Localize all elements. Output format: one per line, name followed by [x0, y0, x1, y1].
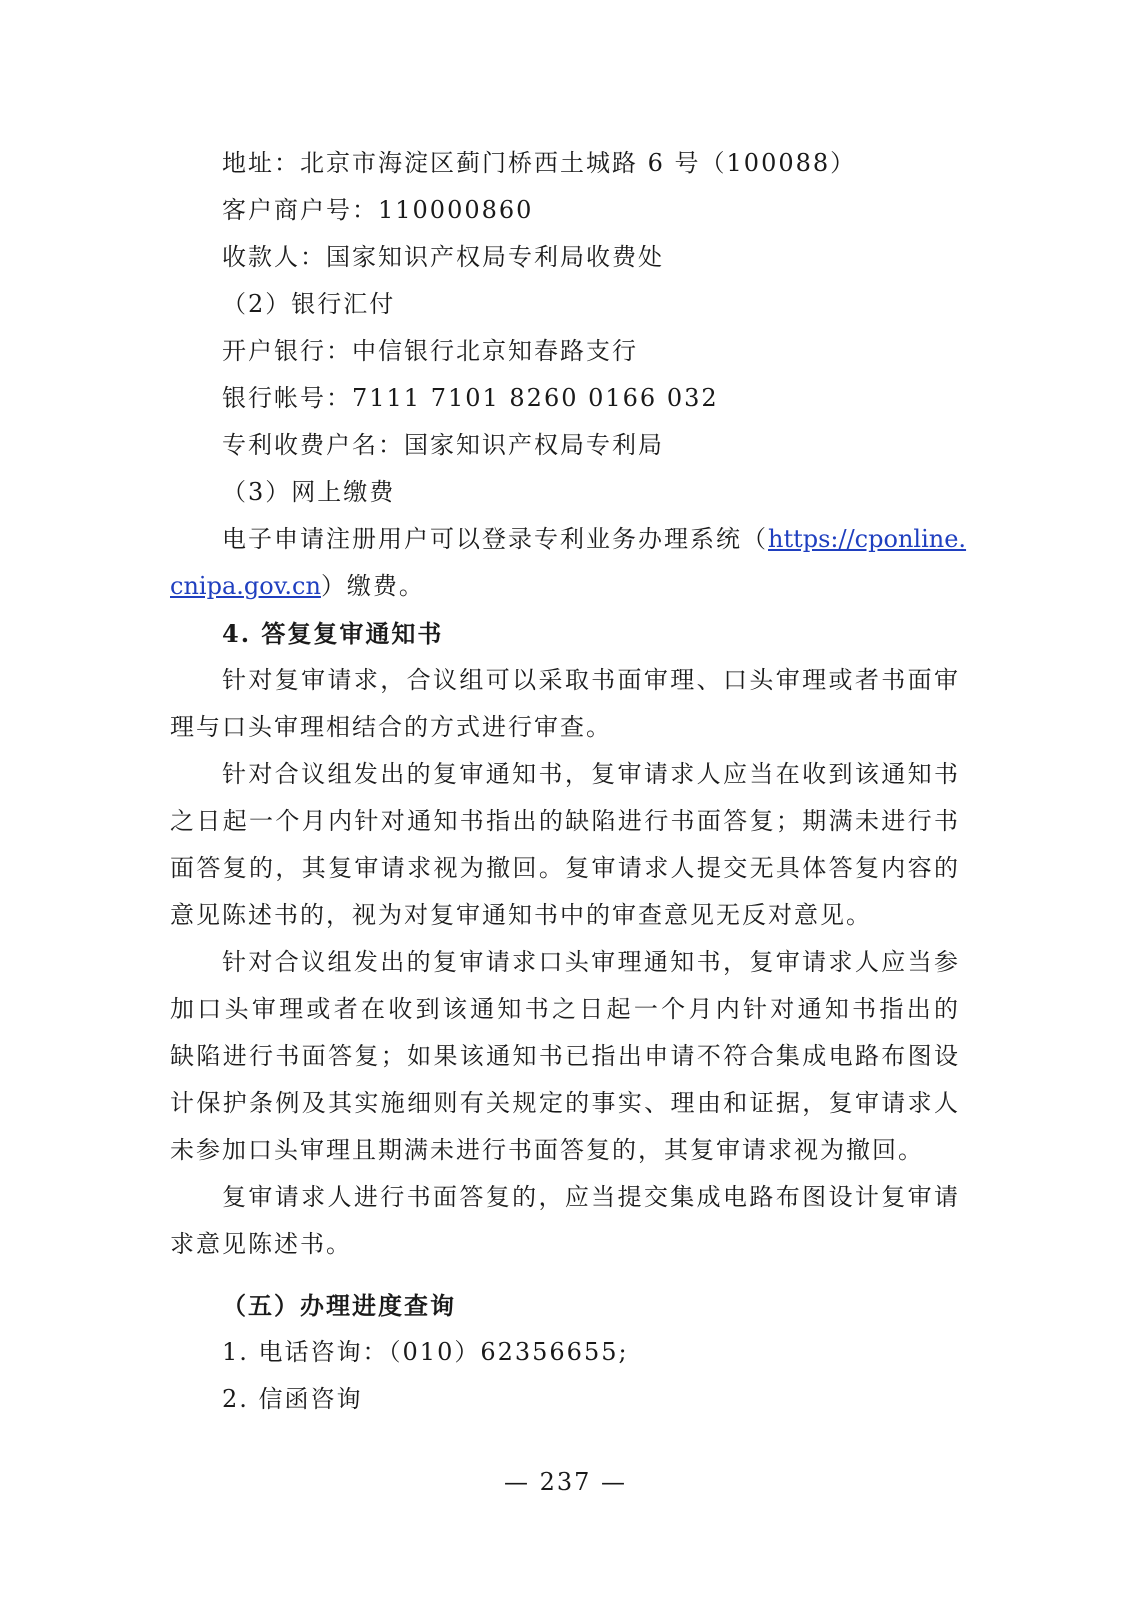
online-payment-prefix: 电子申请注册用户可以登录专利业务办理系统（ [222, 525, 768, 553]
phone-inquiry-line: 1. 电话咨询：（010）62356655; [222, 1338, 629, 1366]
paragraph3-line5: 未参加口头审理且期满未进行书面答复的，其复审请求视为撤回。 [170, 1136, 924, 1164]
online-payment-suffix: ）缴费。 [320, 572, 425, 600]
payee-line: 收款人：国家知识产权局专利局收费处 [222, 243, 664, 271]
paragraph3-line4: 计保护条例及其实施细则有关规定的事实、理由和证据，复审请求人 [170, 1089, 960, 1117]
paragraph3-line3: 缺陷进行书面答复；如果该通知书已指出申请不符合集成电路布图设 [170, 1042, 960, 1070]
letter-inquiry-line: 2. 信函咨询 [222, 1385, 363, 1413]
paragraph3-line1: 针对合议组发出的复审请求口头审理通知书，复审请求人应当参 [222, 948, 960, 976]
page-content [170, 140, 967, 1423]
cponline-link-part2[interactable]: cnipa.gov.cn [170, 572, 321, 600]
paragraph2-line2: 之日起一个月内针对通知书指出的缺陷进行书面答复；期满未进行书 [170, 807, 960, 835]
online-payment-text-line1 [170, 516, 967, 563]
section-heading-progress-inquiry: （五）办理进度查询 [222, 1291, 456, 1320]
paragraph4-line1: 复审请求人进行书面答复的，应当提交集成电路布图设计复审请 [222, 1183, 960, 1211]
opening-bank-line: 开户银行：中信银行北京知春路支行 [222, 337, 638, 365]
account-name-line: 专利收费户名：国家知识产权局专利局 [222, 431, 664, 459]
paragraph1-line2: 理与口头审理相结合的方式进行审查。 [170, 713, 612, 741]
cponline-link-part1[interactable]: https://cponline. [768, 525, 967, 553]
customer-number-line: 客户商户号：110000860 [222, 196, 534, 224]
page-number: — 237 — [503, 1468, 628, 1496]
heading-reply-to-reexamination-notice: 4. 答复复审通知书 [222, 619, 444, 648]
paragraph2-line3: 面答复的，其复审请求视为撤回。复审请求人提交无具体答复内容的 [170, 854, 960, 882]
address-line: 地址：北京市海淀区蓟门桥西土城路 6 号（100088） [222, 149, 857, 177]
paragraph4-line2: 求意见陈述书。 [170, 1230, 352, 1258]
section-gap [170, 1268, 960, 1282]
paragraph1-line1: 针对复审请求，合议组可以采取书面审理、口头审理或者书面审 [222, 666, 960, 694]
online-payment-text-line2 [170, 563, 960, 610]
paragraph2-line1: 针对合议组发出的复审通知书，复审请求人应当在收到该通知书 [222, 760, 960, 788]
account-number-line: 银行帐号：7111 7101 8260 0166 032 [222, 384, 719, 412]
paragraph2-line4: 意见陈述书的，视为对复审通知书中的审查意见无反对意见。 [170, 901, 872, 929]
paragraph3-line2: 加口头审理或者在收到该通知书之日起一个月内针对通知书指出的 [170, 995, 960, 1023]
bank-transfer-subheading: （2）银行汇付 [222, 290, 396, 318]
online-payment-subheading: （3）网上缴费 [222, 478, 396, 506]
